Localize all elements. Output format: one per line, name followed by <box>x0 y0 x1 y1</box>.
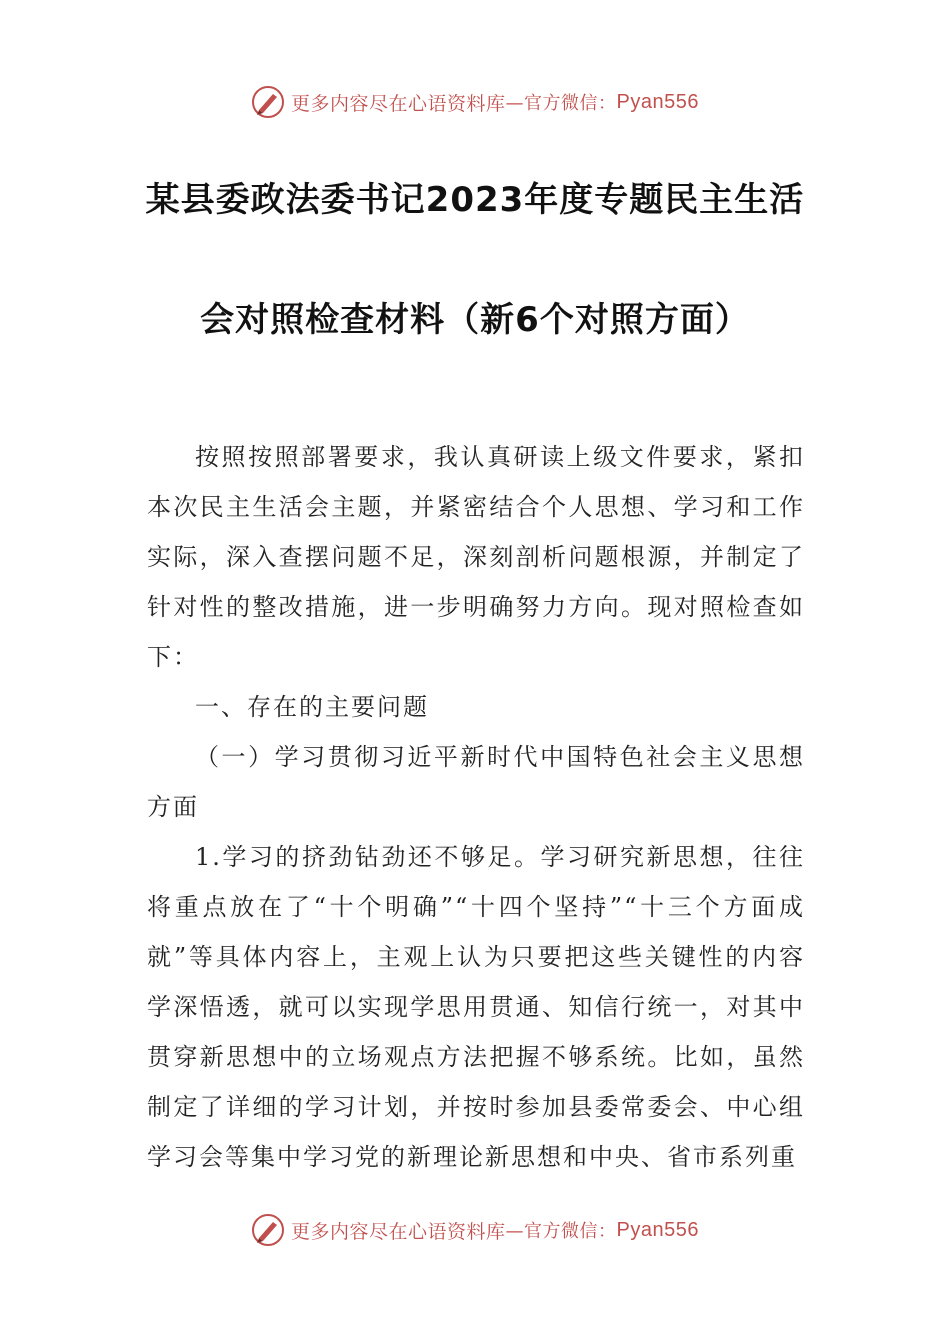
item-paragraph: 1.学习的挤劲钻劲还不够足。学习研究新思想，往往将重点放在了“十个明确”“十四个坚持”“十三个方面成就”等具体内容上，主观上认为只要把这些关键性的内容学深悟透，就可以实现学思用贯通、知信行统一，对其中贯穿新思想中的立场观点方法把握不够系统。比如，虽然制定了详细的学习计划，并按时参加县委常委会、中心组学习会等集中学习党的新理论新思想和中央、省市系列重 <box>147 843 805 1171</box>
document-title-line-1: 某县委政法委书记2023年度专题民主生活 <box>145 180 805 220</box>
document-title-line-2: 会对照检查材料（新6个对照方面） <box>200 300 750 340</box>
watermark-wechat-label: —官方微信： <box>505 93 617 114</box>
watermark-wechat-id: Pyan556 <box>616 1218 699 1241</box>
section-heading: 一、存在的主要问题 <box>195 693 429 721</box>
watermark-wechat-id: Pyan556 <box>616 90 699 113</box>
intro-paragraph: 按照按照部署要求，我认真研读上级文件要求，紧扣本次民主生活会主题，并紧密结合个人思想、学习和工作实际，深入查摆问题不足，深刻剖析问题根源，并制定了针对性的整改措施，进一步明确努力方向。现对照检查如下： <box>147 443 805 671</box>
pen-logo-icon <box>251 1213 285 1247</box>
watermark-site-name: 更多内容尽在心语资料库 <box>291 1220 506 1243</box>
subsection-heading: （一）学习贯彻习近平新时代中国特色社会主义思想方面 <box>147 743 805 821</box>
header-watermark <box>0 82 950 122</box>
pen-logo-icon <box>251 85 285 119</box>
watermark-wechat-label: —官方微信： <box>505 1221 617 1242</box>
watermark-site-name: 更多内容尽在心语资料库 <box>291 92 506 115</box>
footer-watermark <box>0 1210 950 1250</box>
document-body <box>147 432 805 1182</box>
